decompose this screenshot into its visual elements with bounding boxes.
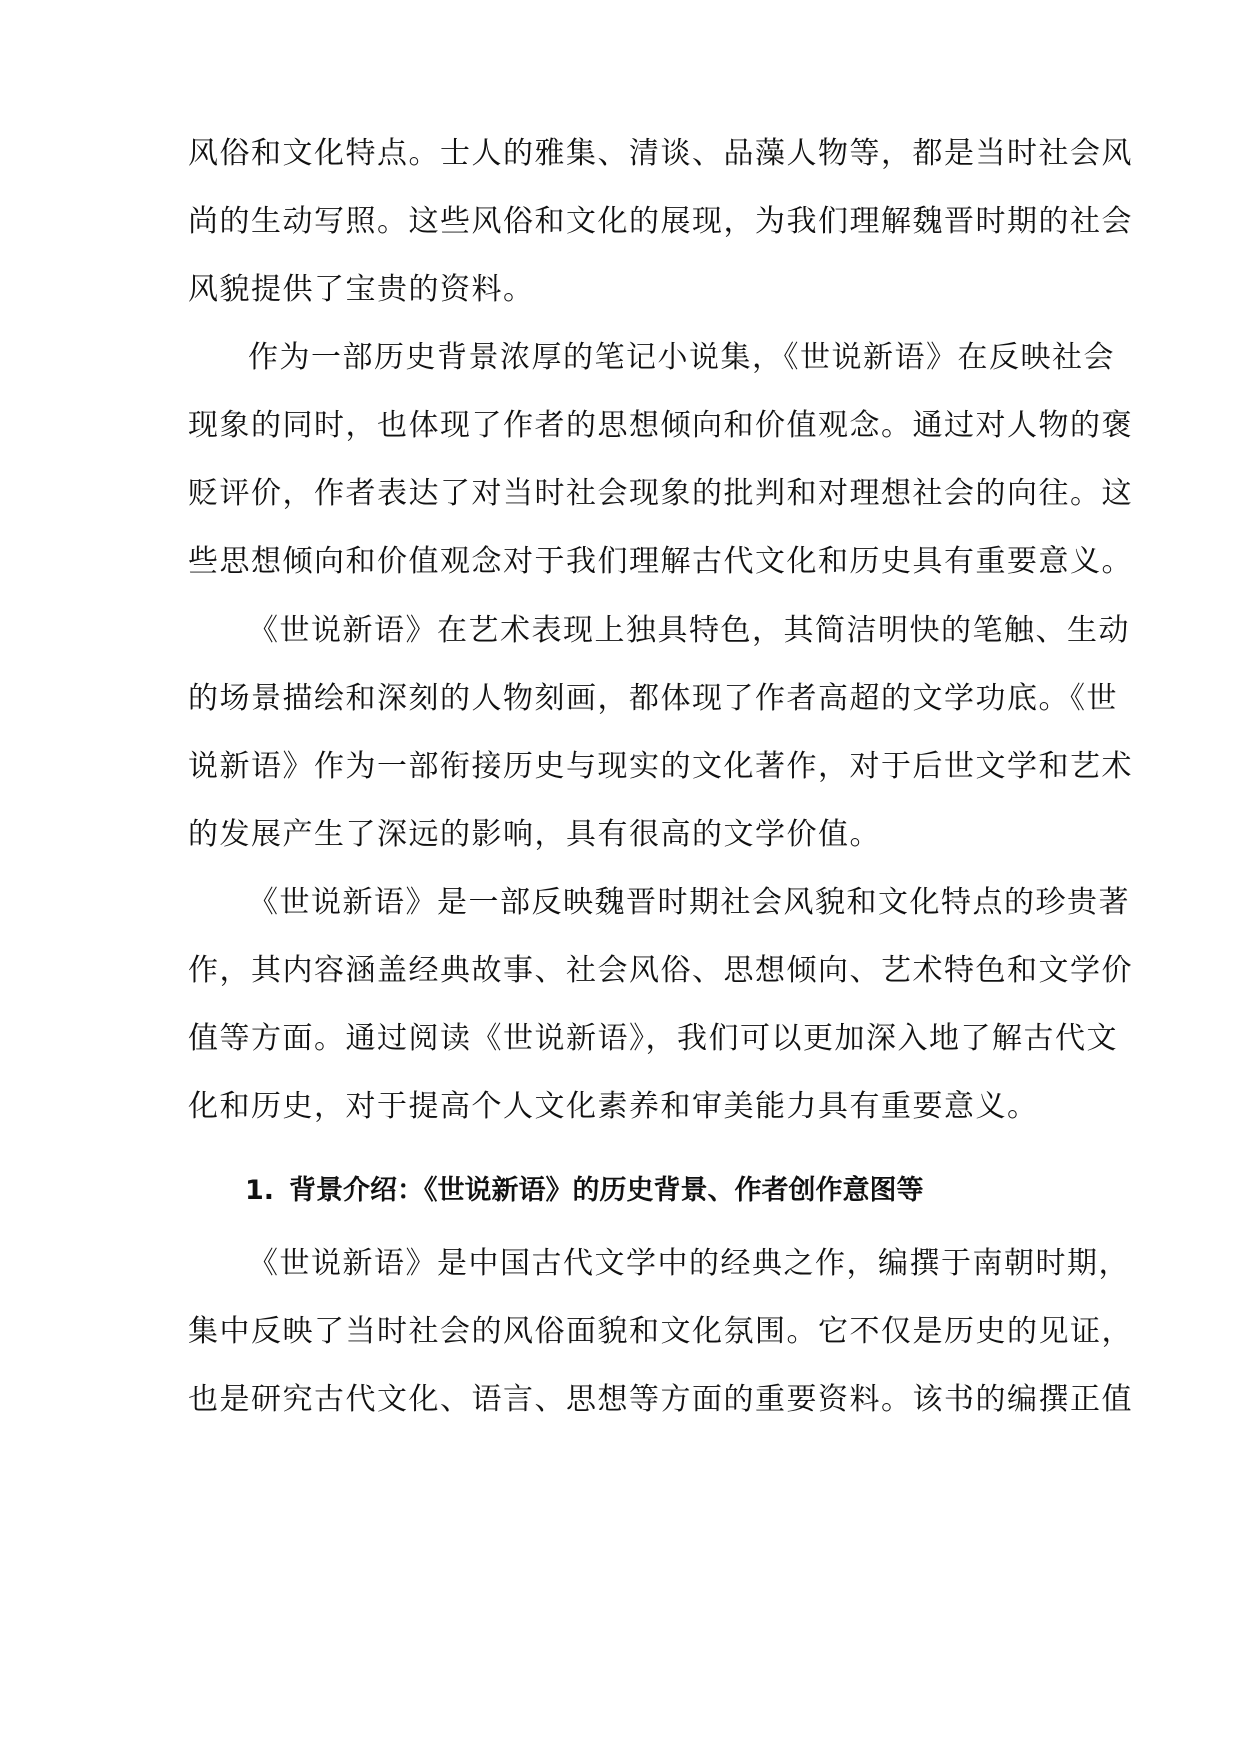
paragraph-line: 说新语》作为一部衔接历史与现实的文化著作，对于后世文学和艺术: [188, 749, 1133, 784]
paragraph-line: 值等方面。通过阅读《世说新语》，我们可以更加深入地了解古代文: [188, 1021, 1118, 1056]
paragraph-line: 尚的生动写照。这些风俗和文化的展现，为我们理解魏晋时期的社会: [188, 204, 1133, 239]
paragraph-line: 风貌提供了宝贵的资料。: [188, 272, 535, 307]
paragraph-line: 作，其内容涵盖经典故事、社会风俗、思想倾向、艺术特色和文学价: [188, 953, 1133, 988]
paragraph-first-line: 《世说新语》是一部反映魏晋时期社会风貌和文化特点的珍贵著: [248, 885, 1130, 920]
paragraph-line: 也是研究古代文化、语言、思想等方面的重要资料。该书的编撰正值: [188, 1382, 1133, 1417]
section-title: 背景介绍：《世说新语》的历史背景、作者创作意图等: [289, 1175, 924, 1206]
paragraph-line: 风俗和文化特点。士人的雅集、清谈、品藻人物等，都是当时社会风: [188, 136, 1133, 171]
paragraph-line: 贬评价，作者表达了对当时社会现象的批判和对理想社会的向往。这: [188, 476, 1133, 511]
paragraph-first-line: 《世说新语》是中国古代文学中的经典之作，编撰于南朝时期，: [248, 1246, 1130, 1281]
paragraph-line: 集中反映了当时社会的风俗面貌和文化氛围。它不仅是历史的见证，: [188, 1314, 1133, 1349]
paragraph-first-line: 《世说新语》在艺术表现上独具特色，其简洁明快的笔触、生动: [248, 613, 1130, 648]
paragraph-first-line: 作为一部历史背景浓厚的笔记小说集，《世说新语》在反映社会: [248, 340, 1115, 375]
paragraph-line: 些思想倾向和价值观念对于我们理解古代文化和历史具有重要意义。: [188, 544, 1133, 579]
section-number: 1.: [245, 1175, 275, 1206]
paragraph-line: 化和历史，对于提高个人文化素养和审美能力具有重要意义。: [188, 1089, 1039, 1124]
section-heading: [245, 1171, 924, 1211]
paragraph-line: 现象的同时，也体现了作者的思想倾向和价值观念。通过对人物的褒: [188, 408, 1133, 443]
paragraph-line: 的场景描绘和深刻的人物刻画，都体现了作者高超的文学功底。《世: [188, 681, 1118, 716]
paragraph-line: 的发展产生了深远的影响，具有很高的文学价值。: [188, 817, 881, 852]
